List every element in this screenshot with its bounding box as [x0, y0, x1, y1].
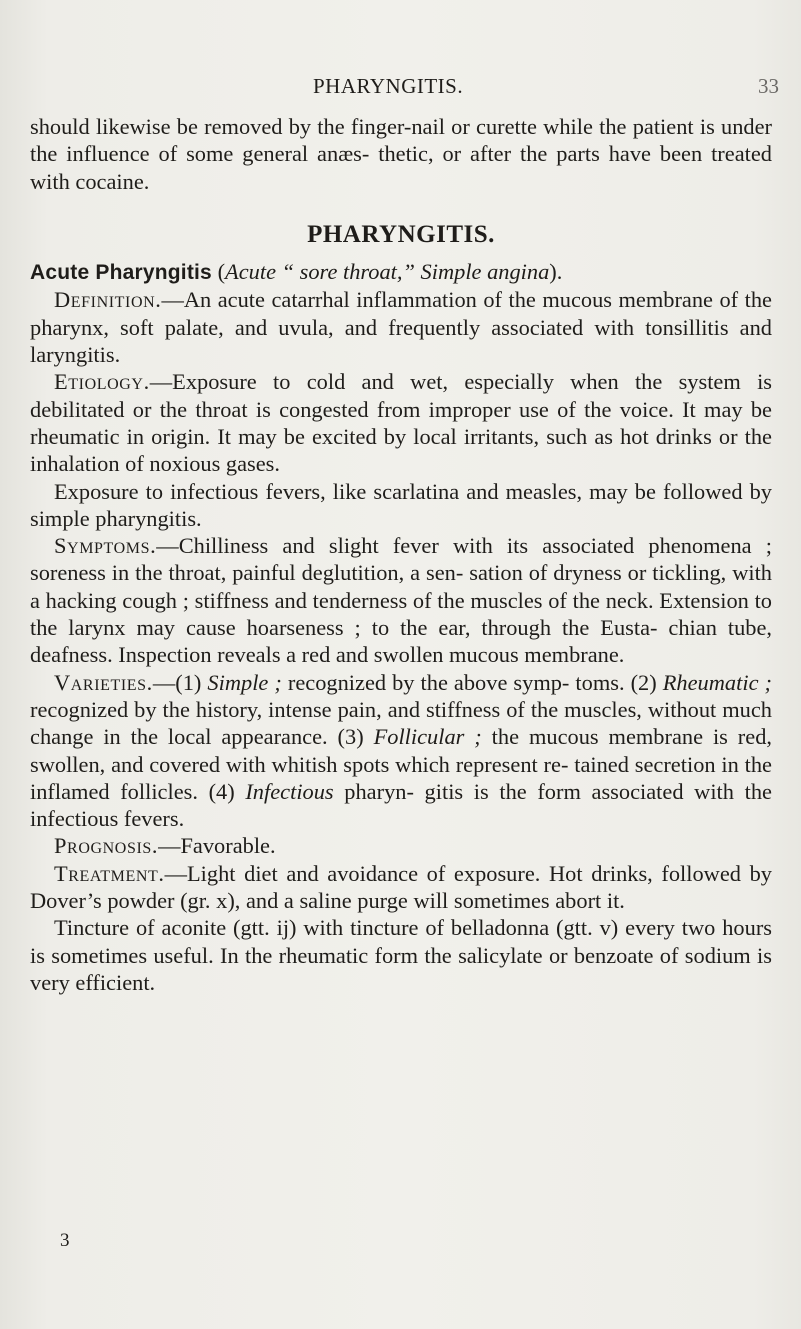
varieties-intro: —(1) — [152, 669, 208, 695]
definition-text: —An acute catarrhal inflammation of the mucous membrane of the pharynx, soft palate, and uvula, and frequently associated with tonsillitis and laryngitis. — [30, 287, 772, 368]
exposure-paragraph: Exposure to infectious fevers, like scarlatina and measles, may be followed by simple pharyngitis. — [30, 478, 772, 531]
synonym-simple-angina: Simple angina — [420, 259, 550, 285]
variety-rheumatic: Rheumatic ; — [662, 669, 772, 695]
treatment-paragraph — [30, 860, 772, 915]
symptoms-text: —Chilliness and slight fever with its associated phenomena ; soreness in the throat, painful deglutition, a sen- sation of dryness or tickling, with a hacking cough ; stiffness and tenderness of the muscles of the neck. Extension to the larynx may cause hoarseness ; to the ear, through the Eusta- chian tube, deafness. Inspection reveals a red and swollen mucous membrane. — [30, 533, 772, 668]
etiology-text: —Exposure to cold and wet, especially when the system is debilitated or the throat is congested from improper use of the voice. It may be rheumatic in origin. It may be excited by local irritants, such as hot drinks or the inhalation of noxious gases. — [30, 369, 772, 477]
prognosis-label: Prognosis. — [54, 833, 159, 859]
acute-pharyngitis-term: Acute Pharyngitis — [30, 261, 212, 285]
varieties-paragraph — [30, 669, 772, 833]
prognosis-paragraph — [30, 832, 772, 859]
continuation-paragraph: should likewise be removed by the finger-nail or curette while the patient is under the influence of some general anæs- thetic, or after the parts have been treated with cocaine. — [30, 114, 772, 194]
treatment-text: —Light diet and avoidance of exposure. Hot drinks, followed by Dover’s powder (gr. x), and a saline purge will sometimes abort it. — [30, 860, 772, 914]
variety-simple-text: recognized by the above symp- toms. (2) — [281, 669, 663, 695]
etiology-paragraph — [30, 368, 772, 477]
symptoms-paragraph — [30, 532, 772, 668]
synonym-sore-throat: Acute “ sore throat,” — [225, 259, 415, 285]
synonyms-close: ). — [549, 259, 563, 285]
symptoms-label: Symptoms. — [54, 533, 157, 559]
variety-infectious: Infectious — [245, 778, 334, 804]
section-title: PHARYNGITIS. — [307, 220, 495, 248]
page-number: 33 — [758, 74, 779, 98]
varieties-label: Varieties. — [54, 669, 153, 695]
running-head — [0, 74, 801, 104]
variety-follicular: Follicular ; — [373, 724, 482, 750]
definition-paragraph — [30, 286, 772, 368]
synonyms-open: ( — [217, 259, 226, 285]
variety-simple: Simple ; — [207, 669, 282, 695]
variety-rheumatic-text: recognized by the history, intense pain, and stiffness of the muscles, without much change in the local appearance. (3) — [30, 696, 772, 750]
prognosis-text: —Favorable. — [158, 833, 276, 859]
acute-pharyngitis-heading — [30, 258, 772, 286]
tincture-paragraph: Tincture of aconite (gtt. ij) with tincture of belladonna (gtt. v) every two hours is sometimes useful. In the rheumatic form the salicylate or benzoate of sodium is very efficient. — [30, 915, 772, 995]
etiology-label: Etiology. — [54, 369, 150, 395]
running-head-title: PHARYNGITIS. — [313, 74, 464, 98]
variety-infectious-text: pharyn- gitis is the form associated with the infectious fevers. — [30, 778, 772, 832]
signature-mark: 3 — [60, 1230, 70, 1251]
definition-label: Definition. — [54, 287, 162, 313]
page-body — [30, 113, 772, 996]
variety-follicular-text: the mucous membrane is red, swollen, and covered with whitish spots which represent re- tained secretion in the inflamed follicles. (4) — [30, 724, 772, 804]
treatment-label: Treatment. — [54, 860, 165, 886]
